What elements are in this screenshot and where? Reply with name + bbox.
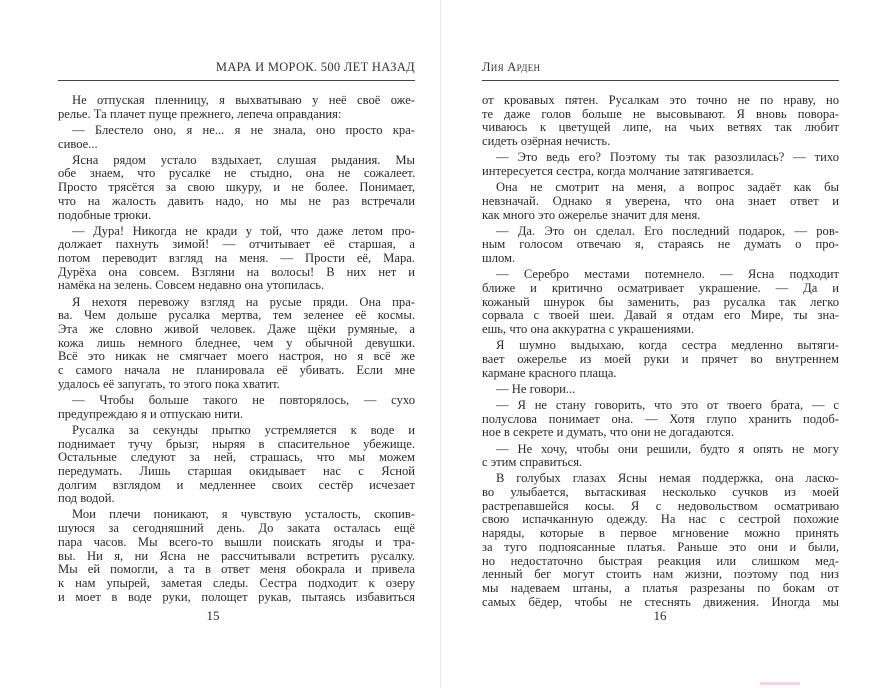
- text-line: — Серебро местами потемнело. — Ясна подходит: [496, 267, 839, 282]
- text-line: от кровавых пятен. Русалкам это точно не по нраву, но: [482, 93, 839, 107]
- text-line: к нам упырей, заметая следы. Сестра подходит к озеру: [58, 575, 415, 590]
- text-line: — Это ведь его? Поэтому ты так разозлилась? — тихо: [496, 150, 839, 165]
- text-line: Ясна рядом устало вздыхает, слушая рыдания. Мы: [72, 152, 415, 167]
- page-number: 15: [206, 608, 220, 623]
- paragraph: [482, 268, 839, 336]
- text-line: полуслова понимает она. — Хотя глупо хранить подоб-: [482, 411, 839, 426]
- text-line: под водой.: [58, 491, 115, 506]
- paragraph: [58, 225, 415, 293]
- text-line: ленный бег могут стоить нам жизни, поэтому под низ: [482, 567, 839, 582]
- text-line: те даже голов больше не высовывают. Я вновь повора-: [482, 106, 839, 121]
- text-line: Не отпуская пленницу, я выхватываю у неё своё оже-: [72, 93, 415, 107]
- paragraph: [482, 94, 839, 149]
- text-line: поднимает тучу брызг, ныряя в спасительное убежище.: [58, 436, 415, 451]
- text-line: должает пахнуть зимой! — отчитывает её старшая, а: [58, 237, 415, 252]
- text-line: — Не говори...: [496, 381, 576, 396]
- paragraph: [482, 383, 839, 397]
- text-line: В голубых глазах Ясны немая поддержка, она ласко-: [496, 471, 839, 486]
- page-body-text: [58, 94, 415, 604]
- text-line: обе знаем, что русалке не стыдно, она не сожалеет.: [58, 166, 415, 181]
- page-number: 16: [653, 608, 667, 623]
- text-line: ным голосом отвечаю я, стараясь не думать о про-: [482, 237, 839, 252]
- text-line: Я нехотя перевожу взгляд на русые пряди. Она пра-: [72, 294, 415, 309]
- text-line: Я шумно выдыхаю, когда сестра медленно вытяги-: [496, 338, 839, 353]
- text-line: самых бёдер, чтобы не стеснять движения. Иногда мы: [482, 594, 839, 609]
- text-line: растрепавшейся косы. Я с недовольством осматриваю: [482, 498, 839, 513]
- paragraph: [58, 154, 415, 222]
- paragraph: [58, 424, 415, 506]
- paragraph: [58, 124, 415, 151]
- text-line: передумать. Лишь старшая окидывает нас с Ясной: [58, 463, 415, 478]
- text-line: кожа лишь немного бледнее, чем у обычной девушки.: [58, 335, 415, 350]
- paragraph: [482, 181, 839, 222]
- paragraph: [482, 472, 839, 609]
- paragraph: [482, 151, 839, 178]
- text-line: — Дура! Никогда не кради у той, что даже летом про-: [72, 223, 415, 238]
- paragraph: [482, 225, 839, 266]
- text-line: кармане красного плаща.: [482, 365, 617, 380]
- running-header-author: Лия Арден: [482, 60, 541, 74]
- text-line: как много это ожерелье значит для меня.: [482, 207, 701, 222]
- text-line: Она не смотрит на меня, а вопрос задаёт как бы: [496, 180, 839, 195]
- running-header-title: МАРА И МОРОК. 500 ЛЕТ НАЗАД: [215, 60, 415, 74]
- text-line: мы надеваем штаны, а платья разрезаны по бокам от: [482, 580, 839, 595]
- text-line: Остальные следуют за ней, страшась, что мы можем: [58, 450, 415, 465]
- text-line: — Я не стану говорить, что это от твоего брата, — с: [496, 397, 839, 412]
- text-line: с самого начала не планировала её убивать. Если мне: [58, 363, 415, 378]
- header-rule: [58, 80, 415, 81]
- text-line: но недостаточно быстрая реакция или слишком мед-: [482, 553, 839, 568]
- text-line: подобные трюки.: [58, 207, 152, 222]
- text-line: предупреждаю я и отпускаю нити.: [58, 406, 244, 421]
- text-line: Всё это никак не смягчает моего настроя, но я всё же: [58, 349, 415, 364]
- text-line: кожаный шнурок бы заменить, раз русалка так легко: [482, 294, 839, 309]
- text-line: Эта же словно живой человек. Даже щёки румяные, а: [58, 322, 415, 336]
- text-line: невзначай. Однако я уверена, что она знает ответ и: [482, 193, 839, 208]
- text-line: Русалка за секунды прытко устремляется к воде и: [72, 422, 415, 437]
- text-line: чиваюсь к цветущей липе, на чьих ветвях так любит: [482, 120, 839, 135]
- text-line: Мы ей помогли, а та в ответ меня обокрала и привела: [58, 562, 415, 577]
- text-line: долгим взглядом и медленнее своих сестёр исчезает: [58, 477, 415, 492]
- text-line: шуюся за сегодняшний день. До заката осталась ещё: [58, 521, 415, 536]
- text-line: — Блестело оно, я не... я не знала, оно просто кра-: [72, 122, 415, 137]
- text-line: пара часов. Мы всего-то вышли поискать ягоды и тра-: [58, 534, 415, 549]
- text-line: интересуется сестра, когда молчание затягивается.: [482, 163, 754, 178]
- text-line: за туго подпоясанные платья. Раньше это они и были,: [482, 539, 839, 554]
- text-line: сивое...: [58, 136, 98, 151]
- text-line: потом переводит взгляд на меня. — Прости её, Мара.: [58, 251, 415, 266]
- paragraph: [58, 296, 415, 392]
- text-line: Просто трясётся за свою шкуру, и не более. Понимает,: [58, 180, 415, 195]
- text-line: — Не хочу, чтобы они решили, будто я опять не могу: [496, 441, 839, 456]
- text-line: и моет в воде руки, полощет рукав, пытаясь избавиться: [58, 589, 415, 604]
- paragraph: [482, 443, 839, 470]
- text-line: релье. Та плачет пуще прежнего, лепеча оправдания:: [58, 106, 342, 121]
- text-line: сидеть озёрная нечисть.: [482, 134, 611, 149]
- text-line: ва. Чем дольше русалка мертва, тем зеленее её космы.: [58, 308, 415, 323]
- text-line: намёка на зелень. Совсем недавно она утопилась.: [58, 278, 325, 293]
- text-line: Мои плечи поникают, я чувствую усталость, скопив-: [72, 507, 415, 522]
- text-line: ное в секрете и думать, что они не догадаются.: [482, 425, 735, 440]
- page-edge-marker: [760, 682, 800, 685]
- text-line: шлом.: [482, 251, 516, 266]
- paragraph: [58, 508, 415, 604]
- text-line: наряды, которые в первое мгновение можно принять: [482, 526, 839, 541]
- text-line: свою испачканную одежду. На нас с сестрой похожие: [482, 512, 839, 527]
- text-line: вает ожерелье из моей руки и прячет во внутреннем: [482, 351, 839, 366]
- paragraph: [58, 394, 415, 421]
- text-line: вы. Ни я, ни Ясна не рассчитывали встретить русалку.: [58, 548, 415, 563]
- paragraph: [58, 94, 415, 121]
- text-line: ближе и критично осматривает украшение. — Да и: [482, 280, 839, 295]
- text-line: — Да. Это он сделал. Его последний подарок, — ров-: [496, 223, 839, 238]
- paragraph: [482, 399, 839, 440]
- paragraph: [482, 339, 839, 380]
- text-line: Дурёха она совсем. Взгляни на волосы! В них нет и: [58, 264, 415, 279]
- text-line: ешь, что она аккуратна с украшениями.: [482, 322, 695, 336]
- text-line: что на жалость давить надо, но мы не раз встречали: [58, 193, 415, 208]
- text-line: во улыбается, вытаскивая несколько сучков из моей: [482, 485, 839, 500]
- text-line: — Чтобы больше такого не повторялось, — сухо: [72, 392, 415, 407]
- text-line: удалось её запугать, то этого пока хватит.: [58, 376, 280, 391]
- text-line: с этим справиться.: [482, 455, 583, 470]
- header-rule: [482, 80, 839, 81]
- text-line: сорвала с твоей шеи. Давай я отдам его Мире, ты зна-: [482, 308, 839, 323]
- right-page: [440, 0, 880, 688]
- page-body-text: [482, 94, 839, 609]
